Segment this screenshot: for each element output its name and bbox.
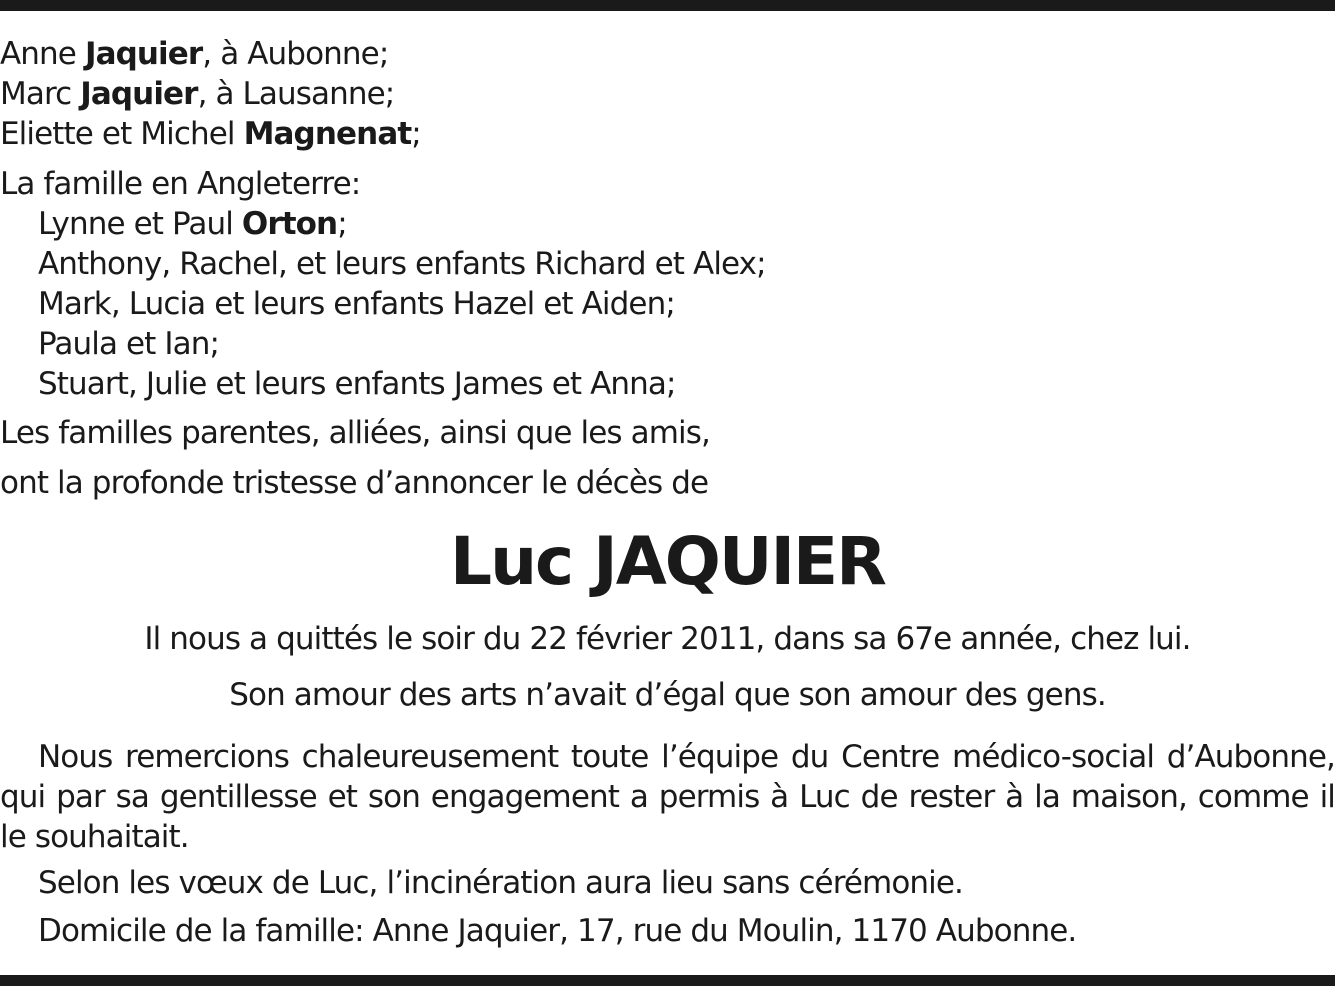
obituary-notice [0,34,1335,951]
family-surname: Magnenat [243,116,412,152]
family-line: Anthony, Rachel, et leurs enfants Richard et Alex; [38,246,766,282]
top-rule [0,0,1335,11]
family-line: Stuart, Julie et leurs enfants James et Anna; [38,366,676,402]
england-family [0,164,1335,404]
family-text: ; [411,116,421,152]
family-line: Paula et Ian; [38,326,220,362]
family-line [0,204,1335,244]
family-surname: Orton [241,206,338,242]
family-line [0,34,1335,74]
thanks-paragraph: Nous remercions chaleureusement toute l’équipe du Centre médico-social d’Aubonne, qui par sa gentillesse et son engagement a permis à Luc de rester à la maison, comme il le souhaitait. [0,739,1335,855]
family-text: Marc [0,76,81,112]
address-line: Domicile de la famille: Anne Jaquier, 17, rue du Moulin, 1170 Aubonne. [38,913,1077,949]
intro [0,413,1335,503]
family-text: Eliette et Michel [0,116,244,152]
family-line [0,74,1335,114]
family-text: ; [337,206,347,242]
family-text: , à Lausanne; [197,76,395,112]
family-list [0,34,1335,154]
family-line: Mark, Lucia et leurs enfants Hazel et Aiden; [38,286,675,322]
family-line [0,114,1335,154]
family-text: Anne [0,36,85,72]
intro-line: Les familles parentes, alliées, ainsi que les amis, [0,415,710,451]
bottom-rule [0,975,1335,986]
family-surname: Jaquier [84,36,203,72]
intro-line: ont la profonde tristesse d’annoncer le décès de [0,465,709,501]
tribute-line: Son amour des arts n’avait d’égal que son amour des gens. [229,677,1106,713]
england-heading: La famille en Angleterre: [0,166,361,202]
ceremony-line: Selon les vœux de Luc, l’incinération aura lieu sans cérémonie. [38,865,963,901]
family-text: , à Aubonne; [202,36,389,72]
deceased-name: Luc JAQUIER [450,523,885,600]
death-line: Il nous a quittés le soir du 22 février 2011, dans sa 67e année, chez lui. [144,621,1191,657]
family-surname: Jaquier [80,76,198,112]
family-text: Lynne et Paul [38,206,242,242]
